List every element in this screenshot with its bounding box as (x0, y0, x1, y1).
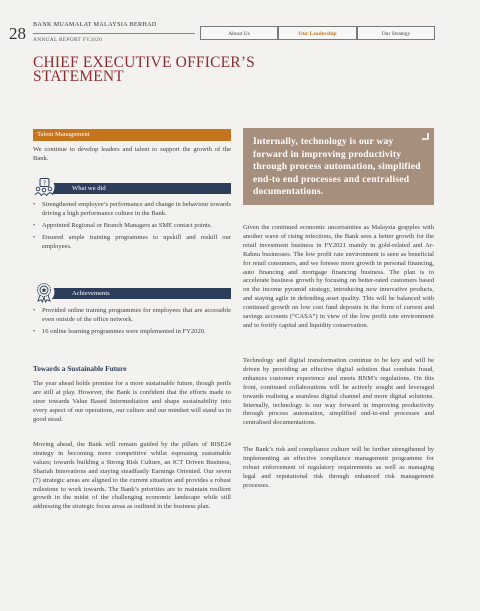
nav-about-us[interactable]: About Us (200, 26, 278, 40)
list-item: • 16 online learning programmes were implemented in FY2020. (33, 328, 231, 337)
what-we-did-list (33, 201, 231, 255)
question-people-icon (33, 176, 55, 198)
achievements-heading (33, 287, 231, 300)
sustainable-paragraph-2: Moving ahead, the Bank will remain guided by the pillars of RISE24 strategy in becoming more competitive whilst espousing sustainable values; towards building a Strong Risk Culture, an ICT Driven Business, Shariah Innovations and staying steadfastly Earnings Oriented. Our seven (7) strategic areas are aligned to the current situation and provides a robust milestone to work towards. The Bank’s priorities are to maintain resilient growth in the midst of the challenging economic landscape while still addressing the strategic focus areas as outlined in the business plan. (33, 441, 231, 511)
sustainable-future-heading: Towards a Sustainable Future (33, 364, 127, 373)
talent-intro: We continue to develop leaders and talent to support the growth of the Bank. (33, 146, 231, 162)
pull-quote (243, 128, 434, 205)
achievements-label: Achievements (50, 288, 231, 299)
nav-our-strategy[interactable]: Our Strategy (357, 26, 435, 40)
list-item: • Appointed Regional or Branch Managers as SME contact points. (33, 222, 231, 231)
pull-quote-text: Internally, technology is our way forward in improving productivity through process automation, simplified end-to end processes and centralised documentations. (253, 136, 421, 198)
header-divider (33, 33, 195, 34)
list-item: • Strengthened employee’s performance and change in behaviour towards driving a high performance culture in the Bank. (33, 201, 231, 219)
achievements-list (33, 307, 231, 340)
page-title-line2: STATEMENT (33, 68, 124, 85)
list-item: • Provided online training programmes for employees that are accessible even outside of the office network. (33, 307, 231, 325)
right-paragraph-1: Given the continued economic uncertainties as Malaysia grapples with another wave of rising infections, the Bank sees a better growth for the retail investment business in FY2021 mainly in gold-related and Ar-Rahnu businesses. The low profit rate environment is seen as beneficial for retail consumers, and we foresee more growth in personal financing, auto financing and mortgage financing business. The plan is to accelerate business growth by focusing on better-rated customers based on the income pyramid strategy, introducing new innovative products, and staying agile in defending asset quality. This will be balanced with continued growth on low cost fund deposits in the form of current and savings accounts (“CASA”) in view of the low profit rate environment and to fortify capital and liquidity conservation. (243, 224, 434, 329)
right-paragraph-3: The Bank’s risk and compliance culture will be further strengthened by implementing an effective compliance management programme for robust enforcement of regulatory requirements as well as managing legal and reputational risk through enhanced risk management processes. (243, 446, 434, 489)
report-name: ANNUAL REPORT FY2020 (33, 37, 103, 43)
medal-icon (33, 281, 55, 303)
page-title (33, 56, 293, 84)
right-paragraph-2: Technology and digital transformation continue to be key and will be driven by providing an effective digital solution that combats fraud, enhances customer experience and meets BNM’s regulations. On this front, continued collaborations will be actively sought and leveraged towards realising a seamless digital channel and more digital solutions. Internally, technology is our way forward in improving productivity through process automation, simplified end-to-end processes and centralised documentations. (243, 357, 434, 427)
talent-management-heading: Talent Management (33, 129, 231, 141)
nav-our-leadership[interactable]: Our Leadership (278, 26, 357, 40)
svg-text:?: ? (42, 179, 47, 188)
page-number: 28 (9, 24, 26, 43)
corner-quote-icon (421, 132, 429, 140)
what-we-did-label: What we did (50, 183, 231, 194)
what-we-did-heading (33, 179, 231, 195)
bank-name: BANK MUAMALAT MALAYSIA BERHAD (33, 21, 157, 28)
list-item: • Ensured ample training programmes to upskill and reskill our employees. (33, 234, 231, 252)
sustainable-paragraph-1: The year ahead holds promise for a more sustainable future, though perils are still at play. However, the Bank is confident that the efforts made to steer towards Value Based Intermediation and shape sustainability into every aspect of our operations, our culture and our mindset will stand us in good stead. (33, 380, 231, 423)
page-title-line1: CHIEF EXECUTIVE OFFICER’S (33, 54, 256, 71)
